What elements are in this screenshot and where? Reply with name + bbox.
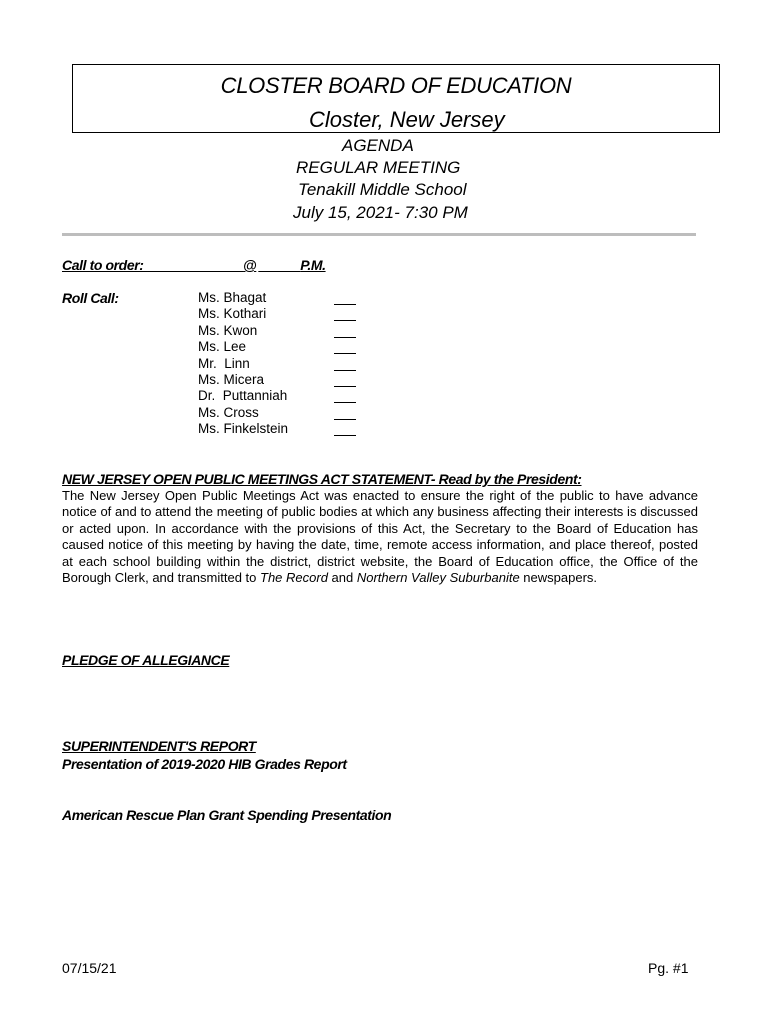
attendance-blank — [334, 374, 356, 387]
opma-heading: NEW JERSEY OPEN PUBLIC MEETINGS ACT STATEMENT- Read by the President: — [62, 471, 582, 487]
list-item: Ms. Bhagat — [198, 290, 288, 306]
board-location: Closter, New Jersey — [309, 107, 505, 132]
list-item: Dr. Puttanniah — [198, 388, 288, 404]
hib-report-item: Presentation of 2019-2020 HIB Grades Report — [62, 756, 347, 772]
list-item: Ms. Lee — [198, 339, 288, 355]
call-to-order-blank: _____________ — [147, 257, 244, 273]
list-item: Ms. Micera — [198, 372, 288, 388]
footer-date: 07/15/21 — [62, 960, 117, 976]
attendance-blank — [334, 423, 356, 436]
attendance-blank — [334, 390, 356, 403]
list-item: Mr. Linn — [198, 356, 288, 372]
roll-call-list — [198, 290, 288, 438]
attendance-blank — [334, 407, 356, 420]
newspaper-suburbanite: Northern Valley Suburbanite — [356, 570, 520, 586]
board-title: CLOSTER BOARD OF EDUCATION — [220, 73, 572, 98]
superintendent-heading: SUPERINTENDENT'S REPORT — [62, 738, 256, 754]
meeting-type: REGULAR MEETING — [296, 158, 461, 177]
attendance-blank — [334, 358, 356, 371]
header-divider — [62, 233, 696, 236]
opma-statement: The New Jersey Open Public Meetings Act was enacted to ensure the right of the public to have advance notice of and to attend the meeting of public bodies at which any business affecting their interests is discussed or acted upon. In accordance with the provisions of this Act, the Secretary to the Board of Education has caused notice of this meeting by having the date, time, remote access information, and place thereof, posted at each school building within the district, district website, the Board of Education office, the Office of the Borough Clerk, and transmitted to The Record and Northern Valley Suburbanite newspapers. — [62, 488, 698, 586]
call-to-order — [62, 257, 326, 273]
call-to-order-pm: P.M. — [300, 257, 326, 273]
agenda-label: AGENDA — [342, 136, 414, 155]
pledge-heading: PLEDGE OF ALLEGIANCE — [62, 652, 230, 668]
list-item: Ms. Kothari — [198, 306, 288, 322]
call-to-order-at: @ — [243, 257, 257, 273]
attendance-blank — [334, 341, 356, 354]
call-to-order-label: Call to order: — [62, 257, 148, 273]
attendance-blank — [334, 292, 356, 305]
arp-grant-item: American Rescue Plan Grant Spending Presentation — [62, 807, 392, 823]
list-item: Ms. Kwon — [198, 323, 288, 339]
meeting-venue: Tenakill Middle School — [298, 180, 467, 199]
meeting-date: July 15, 2021- 7:30 PM — [293, 203, 468, 222]
page-number: Pg. #1 — [648, 960, 689, 976]
attendance-blank — [334, 325, 356, 338]
roll-call-label: Roll Call: — [62, 290, 119, 306]
list-item: Ms. Finkelstein — [198, 421, 288, 437]
newspaper-record: The Record — [260, 570, 328, 586]
title-box — [72, 64, 720, 133]
attendance-blank — [334, 308, 356, 321]
list-item: Ms. Cross — [198, 405, 288, 421]
